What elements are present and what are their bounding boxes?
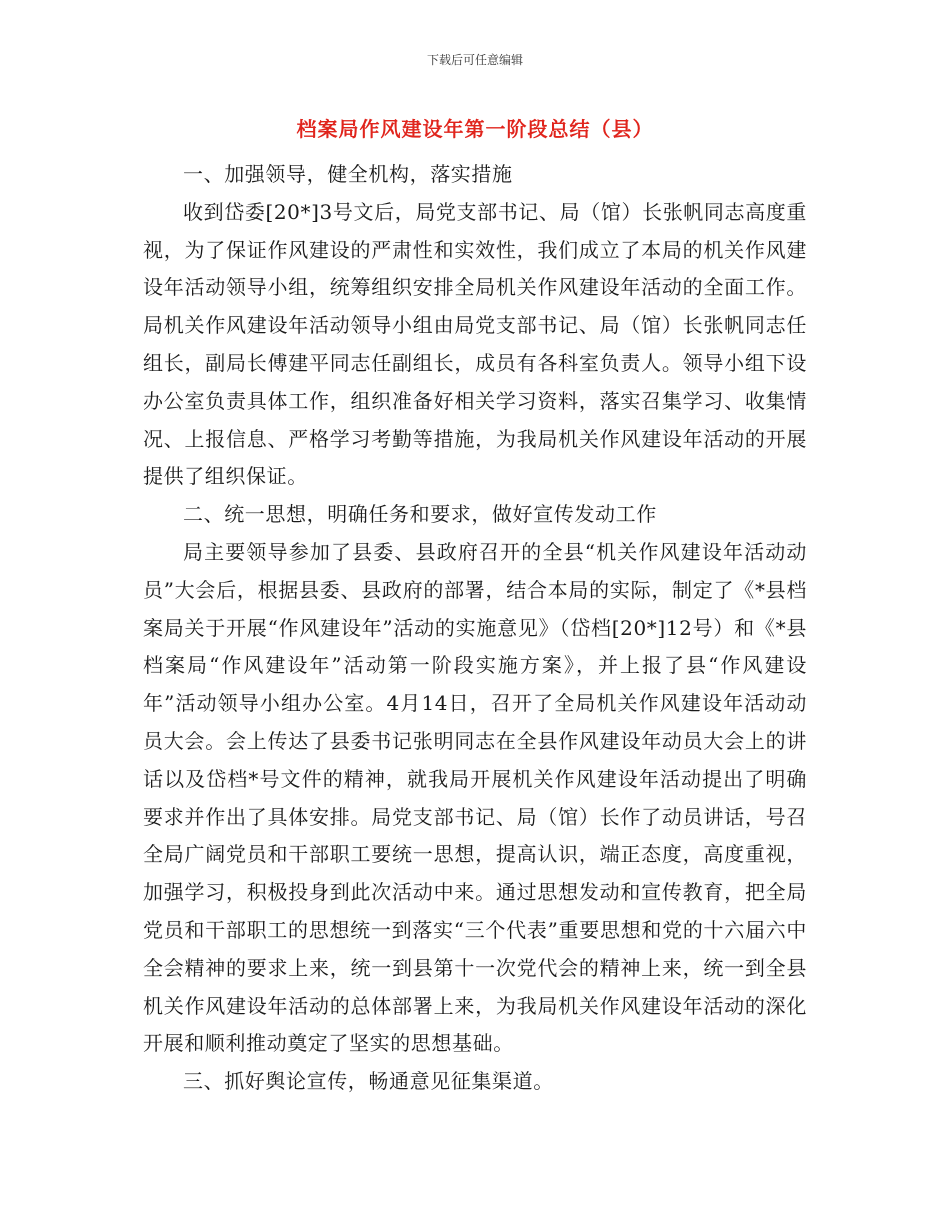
document-body	[143, 156, 807, 1101]
section-heading-2: 二、统一思想，明确任务和要求，做好宣传发动工作	[183, 502, 657, 527]
download-note: 下载后可任意编辑	[426, 53, 523, 67]
paragraph-1: 收到岱委[20*]3号文后，局党支部书记、局（馆）长张帆同志高度重视，为了保证作风建设的严肃性和实效性，我们成立了本局的机关作风建设年活动领导小组，统筹组织安排全局机关作风建设年活动的全面工作。局机关作风建设年活动领导小组由局党支部书记、局（馆）长张帆同志任组长，副局长傅建平同志任副组长，成员有各科室负责人。领导小组下设办公室负责具体工作，组织准备好相关学习资料，落实召集学习、收集情况、上报信息、严格学习考勤等措施，为我局机关作风建设年活动的开展提供了组织保证。	[143, 199, 807, 489]
paragraph-2: 局主要领导参加了县委、县政府召开的全县“机关作风建设年活动动员”大会后，根据县委、县政府的部署，结合本局的实际，制定了《*县档案局关于开展“作风建设年”活动的实施意见》（岱档[20*]12号）和《*县档案局“作风建设年”活动第一阶段实施方案》，并上报了县“作风建设年”活动领导小组办公室。4月14日，召开了全局机关作风建设年活动动员大会。会上传达了县委书记张明同志在全县作风建设年动员大会上的讲话以及岱档*号文件的精神，就我局开展机关作风建设年活动提出了明确要求并作出了具体安排。局党支部书记、局（馆）长作了动员讲话，号召全局广阔党员和干部职工要统一思想，提高认识，端正态度，高度重视，加强学习，积极投身到此次活动中来。通过思想发动和宣传教育，把全局党员和干部职工的思想统一到落实“三个代表”重要思想和党的十六届六中全会精神的要求上来，统一到县第十一次党代会的精神上来，统一到全县机关作风建设年活动的总体部署上来，为我局机关作风建设年活动的深化开展和顺利推动奠定了坚实的思想基础。	[143, 539, 807, 1056]
document-title: 档案局作风建设年第一阶段总结（县）	[296, 117, 654, 141]
section-heading-1: 一、加强领导，健全机构，落实措施	[183, 162, 513, 186]
section-heading-3: 三、抓好舆论宣传，畅通意见征集渠道。	[183, 1069, 554, 1094]
